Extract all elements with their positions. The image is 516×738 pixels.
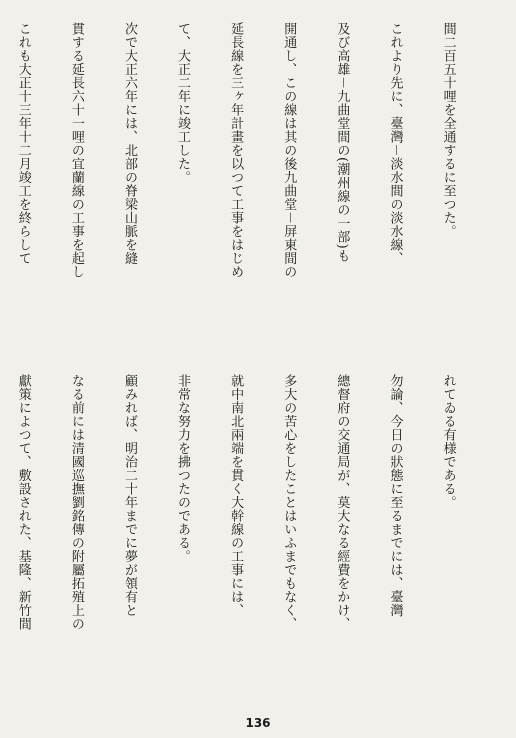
page-number: 136	[245, 716, 271, 730]
text-column: 獻策によつて、敷設された、基隆、新竹間	[15, 374, 31, 631]
text-column: 及び高雄－九曲堂間の(潮州線の一部)も	[334, 22, 350, 263]
text-column: 顧みれば、明治二十年までに夢が領有と	[121, 374, 137, 617]
text-column: 就中南北兩端を貫く大幹線の工事には、	[228, 374, 244, 617]
text-column: 貫する延長六十一哩の宜蘭線の工事を起し	[68, 22, 84, 279]
text-column: 多大の苦心をしたことはいふまでもなく、	[281, 374, 297, 631]
text-column: これより先に、臺灣－淡水間の淡水線、	[387, 22, 403, 266]
text-column: 次で大正六年には、北部の脊梁山脈を縫	[121, 22, 137, 265]
text-column: 間二百五十哩を全通するに至つた。	[440, 22, 456, 238]
text-column: 開通し、この線は其の後九曲堂－屏東間の	[281, 22, 297, 279]
top-text-block	[15, 22, 492, 348]
bottom-text-block	[15, 374, 492, 700]
text-column: 延長線を三ヶ年計畫を以つて工事をはじめ	[228, 22, 244, 279]
text-column: なる前には清國巡撫劉銘傳の附屬拓殖上の	[68, 374, 84, 631]
text-column: これも大正十三年十二月竣工を終らして	[15, 22, 31, 265]
text-column: 勿論、今日の狀態に至るまでには、臺灣	[387, 374, 403, 617]
text-column: 非常な努力を拂つたのである。	[175, 374, 191, 563]
text-column: れてゐる有様である。	[440, 374, 456, 509]
text-column: 總督府の交通局が、莫大なる經費をかけ、	[334, 374, 350, 631]
text-column: て、大正二年に竣工した。	[175, 22, 191, 184]
